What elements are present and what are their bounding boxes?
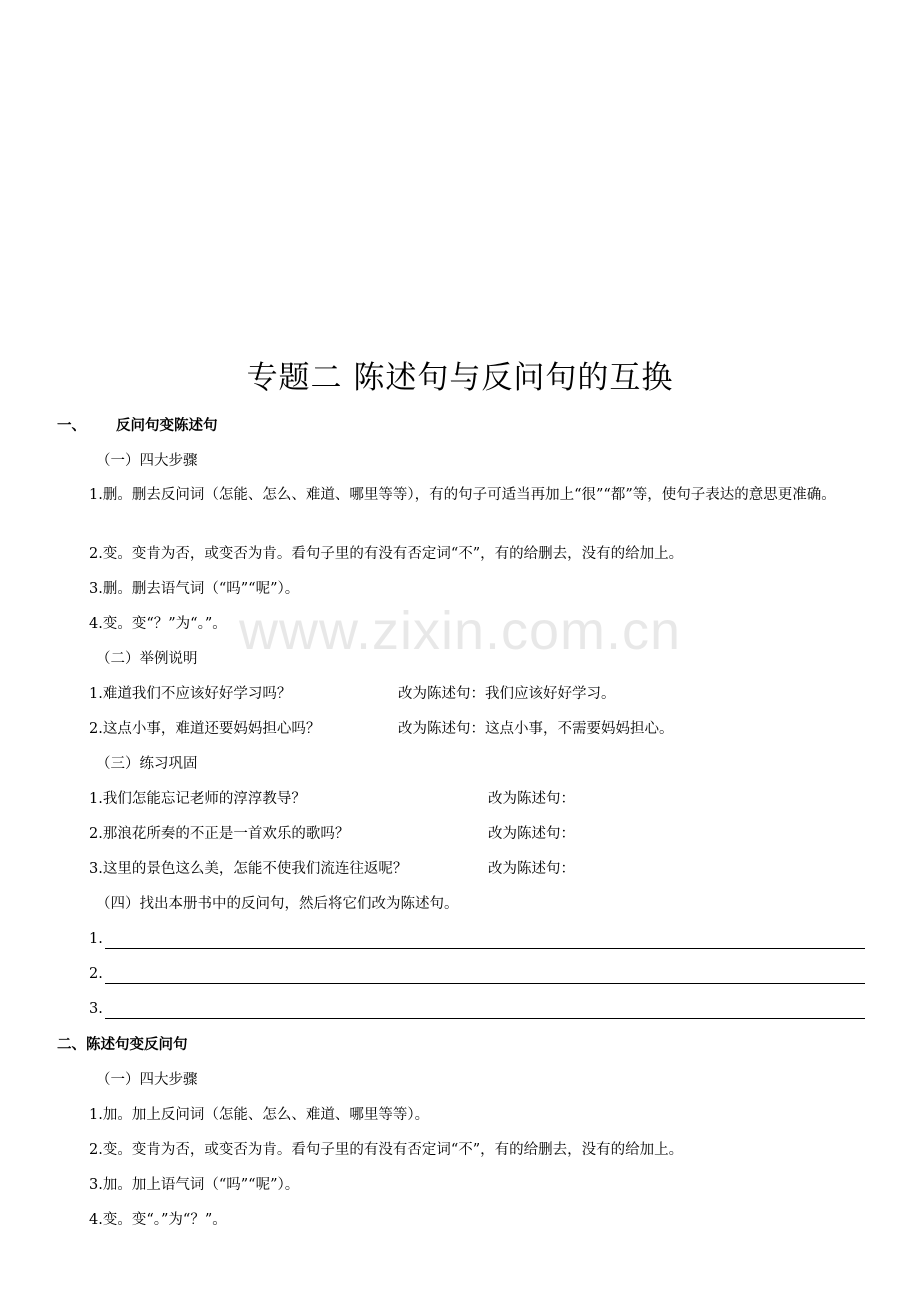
blank-number: 1.: [89, 931, 103, 947]
section-1-step-3: 3.删。删去语气词（“吗”“呢”）。: [89, 581, 300, 597]
blank-number: 3.: [89, 1001, 103, 1017]
answer-blank-2: [89, 964, 865, 984]
section-2-step-3: 3.加。加上语气词（“吗”“呢”）。: [89, 1177, 300, 1193]
section-1-title: 反问句变陈述句: [116, 417, 218, 434]
section-1-heading: [57, 416, 218, 436]
section-2-step-2: 2.变。变肯为否，或变否为肯。看句子里的有没有否定词“不”，有的给删去，没有的给加上。: [89, 1142, 684, 1158]
example-1-question: 1.难道我们不应该好好学习吗？: [89, 686, 292, 702]
example-2-question: 2.这点小事，难道还要妈妈担心吗？: [89, 721, 321, 737]
section-1-step-4: 4.变。变“？”为“。”。: [89, 616, 227, 632]
blank-line: [105, 1018, 865, 1019]
blank-line: [105, 948, 865, 949]
watermark: www.zixin.com.cn: [238, 601, 682, 661]
exercise-2-question: 2.那浪花所奏的不正是一首欢乐的歌吗？: [89, 826, 350, 842]
section-2-step-1: 1.加。加上反问词（怎能、怎么、难道、哪里等等）。: [89, 1107, 430, 1123]
example-1-answer: 改为陈述句：我们应该好好学习。: [398, 686, 616, 702]
document-title: 专题二 陈述句与反问句的互换: [246, 360, 674, 396]
example-2-answer: 改为陈述句：这点小事，不需要妈妈担心。: [398, 721, 674, 737]
section-2-part-1-heading: （一）四大步骤: [96, 1072, 198, 1088]
section-1-step-1: 1.删。删去反问词（怎能、怎么、难道、哪里等等），有的句子可适当再加上“很”“都”等，使句子表达的意思更准确。: [89, 487, 836, 503]
answer-blank-3: [89, 999, 865, 1019]
section-1-part-1-heading: （一）四大步骤: [96, 453, 198, 469]
section-1-number: 一、: [57, 417, 86, 434]
section-1-step-2: 2.变。变肯为否，或变否为肯。看句子里的有没有否定词“不”，有的给删去，没有的给加上。: [89, 546, 684, 562]
exercise-1-question: 1.我们怎能忘记老师的淳淳教导？: [89, 791, 306, 807]
exercise-3-answer-label: 改为陈述句：: [488, 861, 575, 877]
section-2-heading: 二、陈述句变反问句: [57, 1036, 188, 1053]
section-1-part-4-heading: （四）找出本册书中的反问句，然后将它们改为陈述句。: [96, 896, 459, 912]
exercise-3-question: 3.这里的景色这么美，怎能不使我们流连往返呢？: [89, 861, 408, 877]
blank-number: 2.: [89, 966, 103, 982]
answer-blank-1: [89, 929, 865, 949]
blank-line: [105, 983, 865, 984]
section-2-step-4: 4.变。变“。”为“？”。: [89, 1212, 227, 1228]
section-1-part-2-heading: （二）举例说明: [96, 651, 198, 667]
section-1-part-3-heading: （三）练习巩固: [96, 756, 198, 772]
exercise-2-answer-label: 改为陈述句：: [488, 826, 575, 842]
exercise-1-answer-label: 改为陈述句：: [488, 791, 575, 807]
